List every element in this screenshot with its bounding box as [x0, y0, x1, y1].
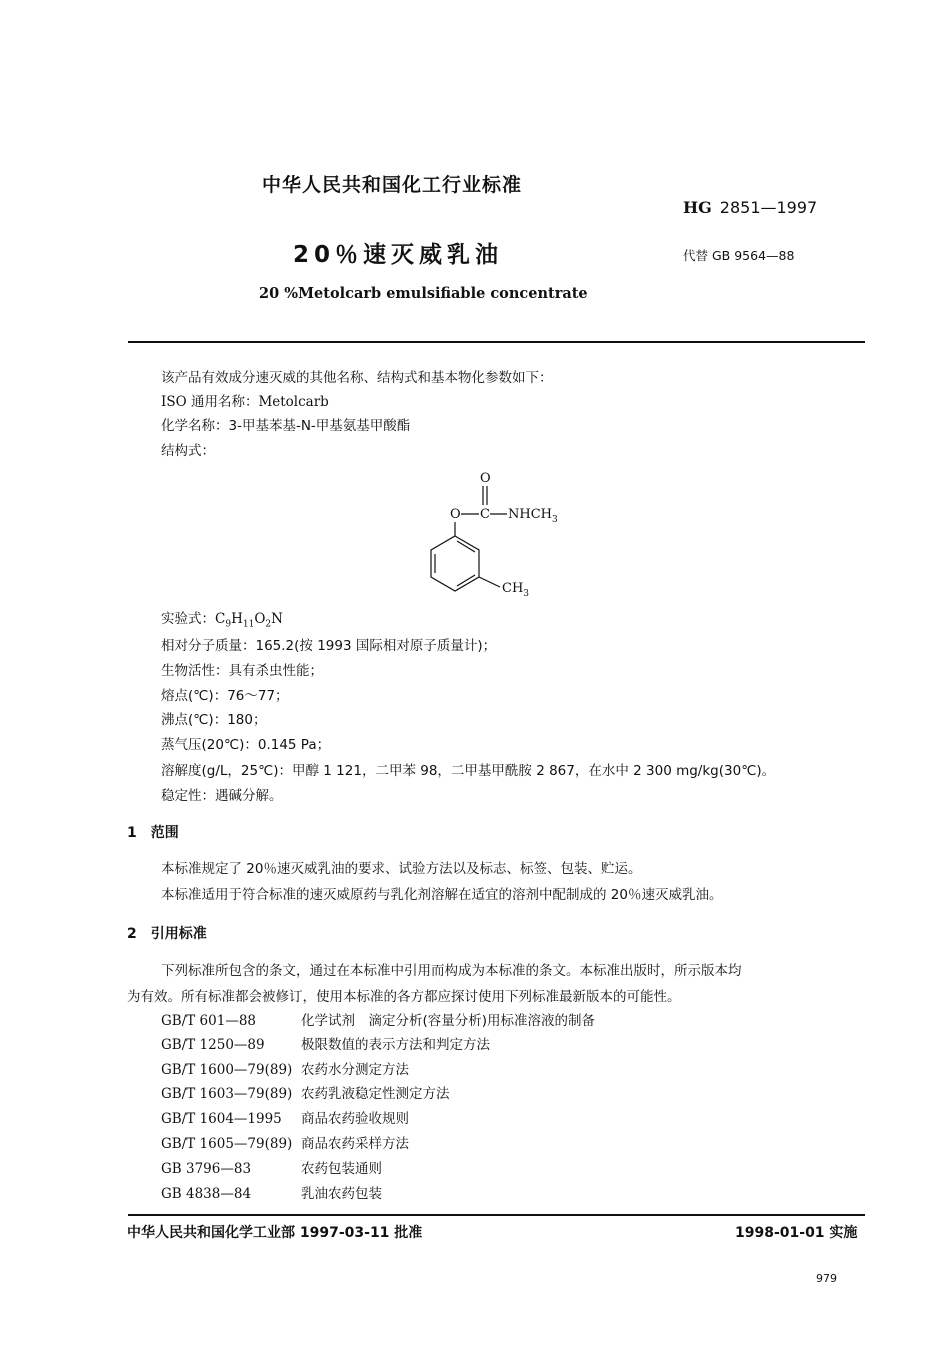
ch-sub: 3	[523, 589, 530, 599]
intro-line: 该产品有效成分速灭威的其他名称、结构式和基本物化参数如下：	[161, 370, 553, 386]
section-2-p1a: 下列标准所包含的条文，通过在本标准中引用而构成为本标准的条文。本标准出版时，所示版本均	[161, 963, 742, 979]
ester-oxygen: O	[450, 507, 461, 522]
bio-activity: 生物活性：具有杀虫性能；	[161, 663, 323, 679]
boiling-point: 沸点(℃)：180；	[161, 712, 267, 728]
approval-note: 中华人民共和国化学工业部 1997-03-11 批准	[127, 1225, 423, 1241]
section-2-p1b: 为有效。所有标准都会被修订，使用本标准的各方都应探讨使用下列标准最新版本的可能性。	[127, 989, 681, 1005]
section-1-title: 范围	[150, 825, 179, 841]
english-title: 20 %Metolcarb emulsifiable concentrate	[259, 285, 588, 302]
chemical-name: 化学名称：3-甲基苯基-N-甲基氨基甲酸酯	[161, 418, 411, 434]
footer-rule	[128, 1214, 865, 1216]
reference-item: GB 4838—84 乳油农药包装	[161, 1186, 382, 1202]
molecular-mass: 相对分子质量：165.2(按 1993 国际相对原子质量计)；	[161, 638, 497, 654]
page-number: 979	[816, 1272, 837, 1285]
reference-item: GB/T 601—88 化学试剂 滴定分析(容量分析)用标准溶液的制备	[161, 1013, 596, 1029]
section-2-title: 引用标准	[150, 926, 207, 942]
solubility: 溶解度(g/L，25℃)：甲醇 1 121，二甲苯 98，二甲基甲酰胺 2 867，在水中 2 300 mg/kg(30℃)。	[161, 763, 776, 779]
standard-number	[683, 198, 817, 217]
header-rule	[128, 341, 865, 343]
formula-value: $C_9H_{11}O_2N$	[215, 611, 283, 630]
methyl-group	[502, 581, 529, 599]
section-1-number: 1	[127, 825, 137, 841]
reference-item: GB/T 1250—89 极限数值的表示方法和判定方法	[161, 1037, 490, 1053]
ch-text: CH	[502, 581, 524, 596]
vapor-pressure: 蒸气压(20℃)：0.145 Pa；	[161, 737, 331, 753]
empirical-formula	[161, 607, 283, 637]
reference-item: GB/T 1604—1995 商品农药验收规则	[161, 1111, 409, 1127]
nhch-text: NHCH	[508, 507, 552, 522]
effective-date: 1998-01-01 实施	[735, 1225, 858, 1241]
nhch-group	[508, 507, 558, 525]
structural-formula	[420, 464, 580, 614]
reference-item: GB 3796—83 农药包装通则	[161, 1161, 382, 1177]
reference-item: GB/T 1603—79(89) 农药乳液稳定性测定方法	[161, 1086, 450, 1102]
section-2-number: 2	[127, 926, 137, 942]
carbon-atom: C	[480, 507, 490, 522]
org-title: 中华人民共和国化工行业标准	[262, 174, 523, 196]
stability: 稳定性：遇碱分解。	[161, 788, 283, 804]
section-1-p2: 本标准适用于符合标准的速灭威原药与乳化剂溶解在适宜的溶剂中配制成的 20％速灭威乳油。	[161, 887, 723, 903]
section-1-p1: 本标准规定了 20％速灭威乳油的要求、试验方法以及标志、标签、包装、贮运。	[161, 861, 642, 877]
replaces-note: 代替 GB 9564—88	[683, 248, 795, 263]
std-number: 2851—1997	[719, 198, 818, 217]
structure-label: 结构式：	[161, 443, 215, 459]
document-title: 20％速灭威乳油	[293, 242, 504, 268]
section-2-heading	[127, 923, 207, 943]
iso-name: ISO 通用名称：Metolcarb	[161, 394, 329, 410]
std-prefix: HG	[683, 198, 712, 217]
formula-prefix: 实验式：	[161, 611, 215, 627]
carbonyl-oxygen: O	[480, 471, 491, 486]
nhch-sub: 3	[552, 515, 558, 525]
reference-item: GB/T 1605—79(89) 商品农药采样方法	[161, 1136, 409, 1152]
melting-point: 熔点(℃)：76～77；	[161, 688, 289, 704]
section-1-heading	[127, 822, 179, 842]
reference-item: GB/T 1600—79(89) 农药水分测定方法	[161, 1062, 409, 1078]
